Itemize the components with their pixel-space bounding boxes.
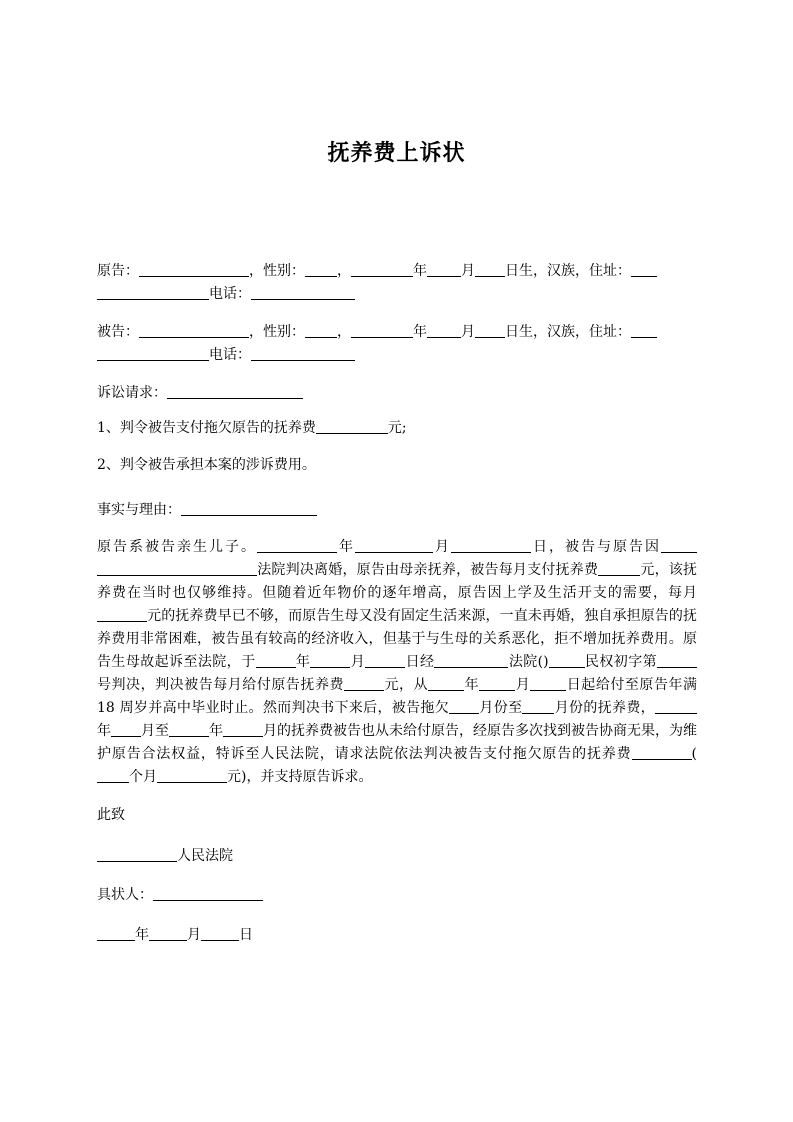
sign-year-blank[interactable] — [97, 925, 135, 941]
year-text: 年 — [413, 263, 427, 279]
claims-blank[interactable] — [167, 383, 303, 399]
facts-text: 年 — [209, 723, 223, 739]
case-number-blank[interactable] — [657, 652, 697, 668]
plaintiff-phone-label: 电话： — [209, 286, 251, 302]
signer-line — [97, 884, 697, 907]
facts-text: 年 — [337, 539, 355, 555]
sign-day-blank[interactable] — [201, 925, 239, 941]
defendant-gender-blank[interactable] — [305, 322, 337, 338]
arrears-from-month-blank[interactable] — [449, 698, 479, 714]
divorce-month-blank[interactable] — [355, 537, 433, 553]
defendant-birth-day-blank[interactable] — [475, 322, 505, 338]
suit-day-blank[interactable] — [365, 652, 405, 668]
defendant-gender-label: ，性别： — [249, 324, 305, 340]
defendant-phone-label: 电话： — [209, 347, 251, 363]
facts-text: 元，从 — [384, 677, 429, 693]
facts-text: 法院判决离婚，原告由母亲抚养，被告每月支付抚养费 — [257, 562, 599, 578]
defendant-address-blank[interactable] — [631, 322, 657, 338]
facts-text: 日起给付至原告年满 18 周岁并高中毕业时止。然而判决书下来后，被告拖欠 — [97, 677, 698, 716]
facts-text: 元的抚养费早已不够，而原告生母又没有固定生活来源，一直未再婚，独自承担原告的抚养费用非常困难，被告虽有较高的经济收入，但基于与生母的关系恶化，拒不增加抚养费用。原告生母故起诉至法院，于 — [97, 608, 697, 670]
claim-item-1 — [97, 417, 697, 440]
year-text: 年 — [135, 927, 149, 943]
facts-text: 民权初字第 — [584, 654, 658, 670]
claim-item-1-suffix: 元; — [387, 420, 407, 436]
plaintiff-birth-year-blank[interactable] — [351, 261, 413, 277]
date-line — [97, 924, 697, 947]
unpaid-to-year-blank[interactable] — [169, 721, 209, 737]
start-day-blank[interactable] — [530, 675, 566, 691]
month-text: 月 — [461, 263, 475, 279]
arrears-months-blank[interactable] — [97, 767, 129, 783]
facts-text: ( — [691, 746, 697, 762]
facts-text: 日，被告与原告因 — [531, 539, 661, 555]
signer-blank[interactable] — [153, 885, 263, 901]
start-year-blank[interactable] — [428, 675, 464, 691]
facts-heading — [97, 499, 697, 522]
plaintiff-birth-day-blank[interactable] — [475, 261, 505, 277]
defendant-birth-year-blank[interactable] — [351, 322, 413, 338]
facts-text: 月 — [350, 654, 366, 670]
facts-paragraph — [97, 536, 697, 789]
month-text: 月 — [187, 927, 201, 943]
facts-text: 原告系被告亲生儿子。 — [97, 539, 257, 555]
defendant-phone-blank[interactable] — [251, 345, 355, 361]
claim-amount-blank[interactable] — [316, 418, 388, 434]
defendant-birth-month-blank[interactable] — [427, 322, 461, 338]
claim-item-2 — [97, 454, 697, 477]
original-support-amount-blank[interactable] — [598, 560, 640, 576]
signer-label: 具状人： — [97, 887, 153, 903]
facts-text: 个月 — [129, 769, 157, 785]
claims-label: 诉讼请求： — [97, 385, 167, 401]
facts-text: 月的抚养费被告也从未给付原告，经原告多次找到被告协商无果，为维护原告合法权益，特诉至人民法院，请求法院依法判决被告支付拖欠原告的抚养费 — [97, 723, 697, 762]
facts-text: 月 — [515, 677, 531, 693]
facts-text: 月 — [433, 539, 451, 555]
court-line — [97, 845, 697, 868]
plaintiff-phone-blank[interactable] — [251, 284, 355, 300]
plaintiff-label: 原告： — [97, 263, 139, 279]
facts-text: 法院() — [508, 654, 549, 670]
defendant-label: 被告： — [97, 324, 139, 340]
sign-month-blank[interactable] — [149, 925, 187, 941]
suit-month-blank[interactable] — [310, 652, 350, 668]
defendant-address-blank-2[interactable] — [97, 345, 209, 361]
divorce-year-blank[interactable] — [257, 537, 337, 553]
defendant-info — [97, 321, 697, 367]
claim-item-2-text: 2、判令被告承担本案的涉诉费用。 — [97, 457, 316, 473]
month-text: 月 — [461, 324, 475, 340]
plaintiff-birth-month-blank[interactable] — [427, 261, 461, 277]
separator-text: ， — [337, 324, 351, 340]
unpaid-from-year-blank[interactable] — [655, 698, 697, 714]
arrears-to-month-blank[interactable] — [522, 698, 554, 714]
facts-text: 月至 — [141, 723, 169, 739]
divorce-reason-blank[interactable] — [661, 537, 697, 553]
start-month-blank[interactable] — [479, 675, 515, 691]
case-year-blank[interactable] — [549, 652, 585, 668]
facts-text: 年 — [295, 654, 311, 670]
day-text: 日 — [239, 927, 253, 943]
facts-blank[interactable] — [181, 500, 317, 516]
plaintiff-gender-blank[interactable] — [305, 261, 337, 277]
unpaid-from-month-blank[interactable] — [111, 721, 141, 737]
judgment-court-blank[interactable] — [434, 652, 508, 668]
facts-text: 年 — [97, 723, 111, 739]
unpaid-to-month-blank[interactable] — [223, 721, 263, 737]
facts-text: 月份至 — [479, 700, 523, 716]
total-arrears-blank[interactable] — [632, 744, 692, 760]
salutation-text: 此致 — [97, 807, 125, 823]
claims-heading — [97, 382, 697, 405]
facts-text: 年 — [464, 677, 480, 693]
suit-year-blank[interactable] — [256, 652, 296, 668]
facts-text: 月份的抚养费， — [554, 700, 656, 716]
facts-label: 事实与理由： — [97, 502, 181, 518]
plaintiff-address-blank-2[interactable] — [97, 284, 209, 300]
divorce-court-blank[interactable] — [97, 560, 257, 576]
facts-text: 元)，并支持原告诉求。 — [227, 769, 373, 785]
plaintiff-name-blank[interactable] — [139, 261, 249, 277]
arrears-amount-blank[interactable] — [157, 767, 227, 783]
plaintiff-address-label: 日生，汉族，住址： — [505, 263, 631, 279]
monthly-amount-blank[interactable] — [97, 606, 147, 622]
separator-text: ， — [337, 263, 351, 279]
facts-text: 日经 — [405, 654, 435, 670]
court-text: 人民法院 — [177, 848, 233, 864]
claim-item-1-text: 1、判令被告支付拖欠原告的抚养费 — [97, 420, 316, 436]
defendant-address-label: 日生，汉族，住址： — [505, 324, 631, 340]
facts-text: 元，该抚养费在当时也仅够维持。但随着近年物价的逐年增高，原告因上学及生活开支的需要，每月 — [97, 562, 697, 601]
salutation — [97, 804, 697, 827]
plaintiff-info — [97, 260, 697, 306]
plaintiff-gender-label: ，性别： — [249, 263, 305, 279]
facts-text: 号判决，判决被告每月给付原告抚养费 — [97, 677, 344, 693]
plaintiff-address-blank[interactable] — [631, 261, 657, 277]
year-text: 年 — [413, 324, 427, 340]
court-name-blank[interactable] — [97, 846, 177, 862]
document-title: 抚养费上诉状 — [327, 141, 466, 166]
divorce-day-blank[interactable] — [451, 537, 531, 553]
defendant-name-blank[interactable] — [139, 322, 249, 338]
judgment-amount-blank[interactable] — [344, 675, 384, 691]
